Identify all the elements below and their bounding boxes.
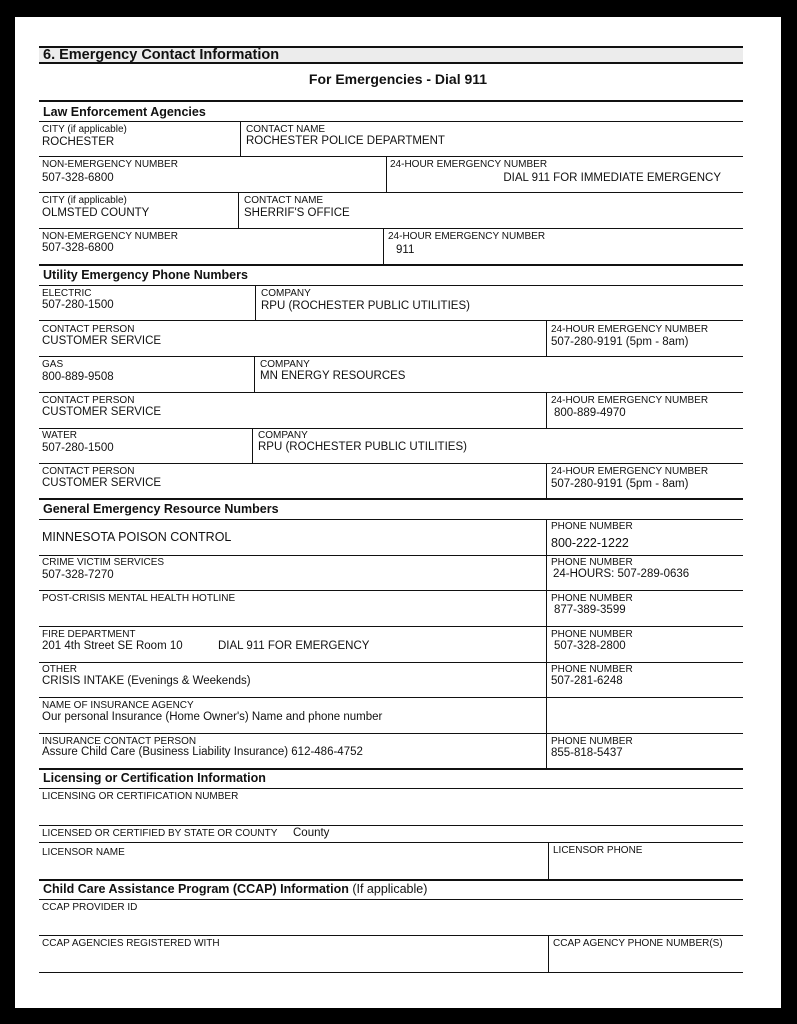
crime-victim-value[interactable]: 507-328-7270 xyxy=(42,569,114,581)
electric-label: ELECTRIC xyxy=(42,288,92,299)
company-label: COMPANY xyxy=(260,359,310,370)
divider xyxy=(252,428,253,463)
licensor-name-label: LICENSOR NAME xyxy=(42,847,125,858)
utility-section-title: Utility Emergency Phone Numbers xyxy=(43,268,248,282)
contact-person-value[interactable]: CUSTOMER SERVICE xyxy=(42,406,162,418)
divider xyxy=(39,285,743,286)
licensed-by-value[interactable]: County xyxy=(293,827,330,839)
non-emergency-value[interactable]: 507-328-6800 xyxy=(42,172,114,184)
contact-name-value[interactable]: SHERRIF'S OFFICE xyxy=(244,207,350,219)
other-label: OTHER xyxy=(42,664,77,675)
other-value[interactable]: CRISIS INTAKE (Evenings & Weekends) xyxy=(42,675,251,687)
divider xyxy=(39,121,743,122)
phone-number-label: PHONE NUMBER xyxy=(551,629,633,640)
city-label: CITY (if applicable) xyxy=(42,195,127,206)
poison-control-value[interactable]: MINNESOTA POISON CONTROL xyxy=(42,530,232,544)
non-emergency-value[interactable]: 507-328-6800 xyxy=(42,242,114,254)
phone-number-label: PHONE NUMBER xyxy=(551,664,633,675)
phone-number-label: PHONE NUMBER xyxy=(551,557,633,568)
city-label: CITY (if applicable) xyxy=(42,124,127,135)
phone-number-label: PHONE NUMBER xyxy=(551,521,633,532)
law-section-title: Law Enforcement Agencies xyxy=(43,105,206,119)
divider xyxy=(546,463,547,499)
emergency-24h-label: 24-HOUR EMERGENCY NUMBER xyxy=(551,324,709,335)
divider xyxy=(254,356,255,392)
insurance-agency-label: NAME OF INSURANCE AGENCY xyxy=(42,700,194,711)
divider xyxy=(39,590,743,591)
divider xyxy=(546,392,547,428)
phone-number-label: PHONE NUMBER xyxy=(551,736,633,747)
divider xyxy=(39,788,743,789)
divider xyxy=(39,192,743,193)
phone-number-value[interactable]: 855-818-5437 xyxy=(551,747,623,759)
contact-person-label: CONTACT PERSON xyxy=(42,324,135,335)
company-label: COMPANY xyxy=(261,288,311,299)
company-value[interactable]: RPU (ROCHESTER PUBLIC UTILITIES) xyxy=(258,441,467,453)
company-value[interactable]: MN ENERGY RESOURCES xyxy=(260,370,406,382)
form-page xyxy=(15,17,781,1008)
non-emergency-label: NON-EMERGENCY NUMBER xyxy=(42,159,178,170)
divider xyxy=(39,555,743,556)
insurance-agency-value[interactable]: Our personal Insurance (Home Owner's) Name and phone number xyxy=(42,711,383,723)
divider xyxy=(39,264,743,266)
divider xyxy=(39,498,743,500)
divider xyxy=(39,768,743,770)
contact-name-value[interactable]: ROCHESTER POLICE DEPARTMENT xyxy=(246,135,445,147)
phone-number-label: PHONE NUMBER xyxy=(551,593,633,604)
company-label: COMPANY xyxy=(258,430,308,441)
divider xyxy=(39,100,743,102)
divider xyxy=(39,879,743,881)
contact-person-label: CONTACT PERSON xyxy=(42,466,135,477)
licensing-number-label: LICENSING OR CERTIFICATION NUMBER xyxy=(42,791,239,802)
ccap-provider-id-label: CCAP PROVIDER ID xyxy=(42,902,138,913)
licensed-by-label: LICENSED OR CERTIFIED BY STATE OR COUNTY xyxy=(42,828,278,839)
contact-person-value[interactable]: CUSTOMER SERVICE xyxy=(42,477,162,489)
ccap-title-suffix: (If applicable) xyxy=(352,882,428,896)
fire-department-note: DIAL 911 FOR EMERGENCY xyxy=(218,640,370,652)
divider xyxy=(39,899,743,900)
crime-victim-label: CRIME VICTIM SERVICES xyxy=(42,557,165,568)
emergency-24h-label: 24-HOUR EMERGENCY NUMBER xyxy=(388,231,546,242)
city-value[interactable]: OLMSTED COUNTY xyxy=(42,207,150,219)
emergency-24h-value[interactable]: 507-280-9191 (5pm - 8am) xyxy=(551,336,689,348)
contact-person-label: CONTACT PERSON xyxy=(42,395,135,406)
phone-number-value[interactable]: 24-HOURS: 507-289-0636 xyxy=(553,568,690,580)
divider xyxy=(240,121,241,156)
divider xyxy=(39,626,743,627)
divider xyxy=(39,463,743,464)
divider xyxy=(39,825,743,826)
divider xyxy=(39,156,743,157)
section-header-bar xyxy=(39,46,743,64)
divider xyxy=(39,697,743,698)
licensing-section-title: Licensing or Certification Information xyxy=(43,771,266,785)
fire-department-label: FIRE DEPARTMENT xyxy=(42,629,136,640)
company-value[interactable]: RPU (ROCHESTER PUBLIC UTILITIES) xyxy=(261,300,470,312)
divider xyxy=(39,356,743,357)
divider xyxy=(386,156,387,192)
divider xyxy=(39,972,743,973)
ccap-section-title xyxy=(43,882,427,896)
divider xyxy=(238,192,239,228)
divider xyxy=(39,662,743,663)
divider xyxy=(255,285,256,320)
water-value[interactable]: 507-280-1500 xyxy=(42,442,114,454)
divider xyxy=(39,228,743,229)
ccap-agencies-label: CCAP AGENCIES REGISTERED WITH xyxy=(42,938,220,949)
phone-number-value[interactable]: 800-222-1222 xyxy=(551,536,629,550)
contact-person-value[interactable]: CUSTOMER SERVICE xyxy=(42,335,162,347)
emergency-24h-value[interactable]: DIAL 911 FOR IMMEDIATE EMERGENCY xyxy=(503,172,721,184)
divider xyxy=(546,519,547,769)
insurance-contact-value[interactable]: Assure Child Care (Business Liability Insurance) 612-486-4752 xyxy=(42,746,363,758)
contact-name-label: CONTACT NAME xyxy=(244,195,324,206)
gas-label: GAS xyxy=(42,359,64,370)
phone-number-value[interactable]: 877-389-3599 xyxy=(554,604,626,616)
emergency-24h-label: 24-HOUR EMERGENCY NUMBER xyxy=(551,466,709,477)
emergency-24h-value[interactable]: 800-889-4970 xyxy=(554,407,626,419)
divider xyxy=(383,228,384,264)
licensor-phone-label: LICENSOR PHONE xyxy=(553,845,643,856)
emergency-24h-label: 24-HOUR EMERGENCY NUMBER xyxy=(551,395,709,406)
contact-name-label: CONTACT NAME xyxy=(246,124,326,135)
emergency-24h-value[interactable]: 911 xyxy=(396,244,415,256)
ccap-title: Child Care Assistance Program (CCAP) Information xyxy=(43,882,349,896)
divider xyxy=(39,392,743,393)
divider xyxy=(39,842,743,843)
divider xyxy=(548,842,549,880)
divider xyxy=(546,320,547,356)
divider xyxy=(39,935,743,936)
emergency-24h-label: 24-HOUR EMERGENCY NUMBER xyxy=(390,159,548,170)
form-title: 6. Emergency Contact Information xyxy=(43,47,280,63)
general-section-title: General Emergency Resource Numbers xyxy=(43,502,279,516)
water-label: WATER xyxy=(42,430,77,441)
insurance-contact-label: INSURANCE CONTACT PERSON xyxy=(42,736,197,747)
fire-department-value[interactable]: 201 4th Street SE Room 10 xyxy=(42,640,183,652)
ccap-agency-phone-label: CCAP AGENCY PHONE NUMBER(S) xyxy=(553,938,723,949)
city-value[interactable]: ROCHESTER xyxy=(42,136,115,148)
form-subtitle: For Emergencies - Dial 911 xyxy=(308,71,488,87)
electric-value[interactable]: 507-280-1500 xyxy=(42,299,114,311)
divider xyxy=(39,428,743,429)
divider xyxy=(39,519,743,520)
phone-number-value[interactable]: 507-328-2800 xyxy=(554,640,626,652)
mental-health-label: POST-CRISIS MENTAL HEALTH HOTLINE xyxy=(42,593,236,604)
gas-value[interactable]: 800-889-9508 xyxy=(42,371,114,383)
divider xyxy=(548,935,549,972)
phone-number-value[interactable]: 507-281-6248 xyxy=(551,675,623,687)
divider xyxy=(39,320,743,321)
non-emergency-label: NON-EMERGENCY NUMBER xyxy=(42,231,178,242)
divider xyxy=(39,733,743,734)
emergency-24h-value[interactable]: 507-280-9191 (5pm - 8am) xyxy=(551,478,689,490)
